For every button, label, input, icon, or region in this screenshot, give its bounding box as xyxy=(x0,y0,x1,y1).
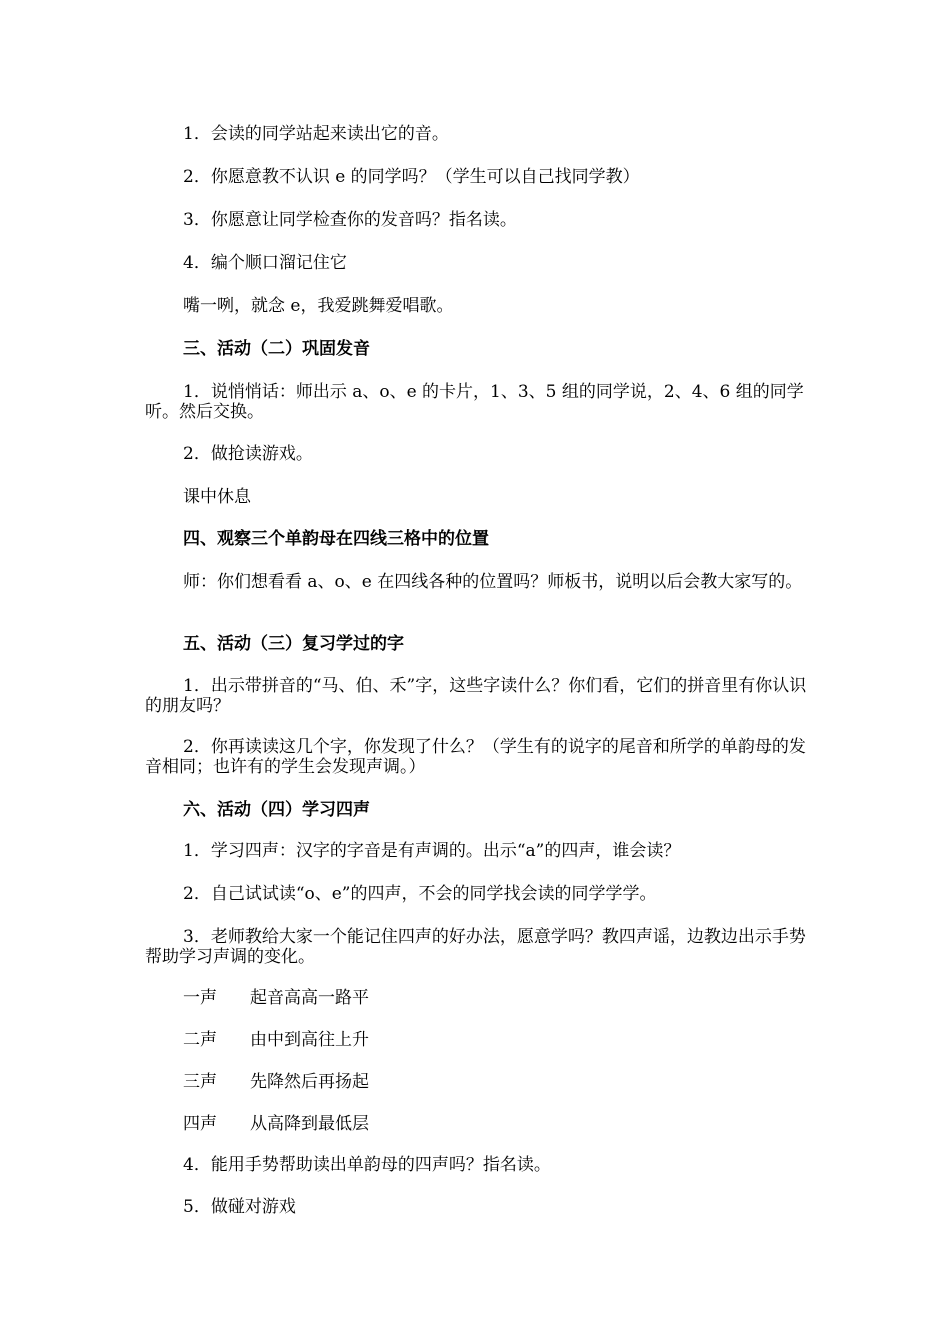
paragraph-teach-e: 2．你愿意教不认识 e 的同学吗？（学生可以自己找同学教） xyxy=(183,167,640,187)
paragraph-matching-game: 5．做碰对游戏 xyxy=(183,1197,296,1217)
tone-rhyme: 由中到高往上升 xyxy=(250,1030,369,1050)
tone-name: 二声 xyxy=(183,1030,217,1050)
paragraph-read-aloud: 1．会读的同学站起来读出它的音。 xyxy=(183,124,449,144)
paragraph-board-writing: 师：你们想看看 a、o、e 在四线各种的位置吗？师板书，说明以后会教大家写的。 xyxy=(183,572,803,592)
section-heading-activity-4: 六、活动（四）学习四声 xyxy=(183,800,370,820)
tone-row-third xyxy=(183,1072,369,1092)
tone-rhyme: 起音高高一路平 xyxy=(250,988,369,1008)
tone-name: 四声 xyxy=(183,1114,217,1134)
paragraph-quick-read-game: 2．做抢读游戏。 xyxy=(183,444,313,464)
paragraph-gesture-reading: 4．能用手势帮助读出单韵母的四声吗？指名读。 xyxy=(183,1155,551,1175)
tone-row-second xyxy=(183,1030,369,1050)
section-heading-activity-3: 五、活动（三）复习学过的字 xyxy=(183,634,404,654)
tone-name: 三声 xyxy=(183,1072,217,1092)
tone-row-fourth xyxy=(183,1114,369,1134)
paragraph-rhyme-intro: 4．编个顺口溜记住它 xyxy=(183,253,347,273)
paragraph-four-tones: 1．学习四声：汉字的字音是有声调的。出示“a”的四声，谁会读？ xyxy=(183,841,681,861)
paragraph-try-reading: 2．自己试试读“o、e”的四声，不会的同学找会读的同学学学。 xyxy=(183,884,657,904)
tone-rhyme: 先降然后再扬起 xyxy=(250,1072,369,1092)
tone-row-first xyxy=(183,988,369,1008)
tone-name: 一声 xyxy=(183,988,217,1008)
tone-rhyme: 从高降到最低层 xyxy=(250,1114,369,1134)
paragraph-check-pronunciation: 3．你愿意让同学检查你的发音吗？指名读。 xyxy=(183,210,517,230)
section-heading-activity-2: 三、活动（二）巩固发音 xyxy=(183,339,370,359)
paragraph-show-characters: 1．出示带拼音的“马、伯、禾”字，这些字读什么？你们看，它们的拼音里有你认识的朋友吗？ xyxy=(145,676,807,716)
paragraph-rhyme: 嘴一咧，就念 e，我爱跳舞爱唱歌。 xyxy=(183,296,454,316)
paragraph-discover: 2．你再读读这几个字，你发现了什么？（学生有的说字的尾音和所学的单韵母的发音相同；也许有的学生会发现声调。） xyxy=(145,737,806,777)
paragraph-whisper: 1．说悄悄话：师出示 a、o、e 的卡片，1、3、5 组的同学说，2、4、6 组的同学听。然后交换。 xyxy=(145,382,804,422)
paragraph-break: 课中休息 xyxy=(183,487,251,507)
section-heading-observe: 四、观察三个单韵母在四线三格中的位置 xyxy=(183,529,489,549)
paragraph-tone-song: 3．老师教给大家一个能记住四声的好办法，愿意学吗？教四声谣，边教边出示手势帮助学习声调的变化。 xyxy=(145,927,806,967)
